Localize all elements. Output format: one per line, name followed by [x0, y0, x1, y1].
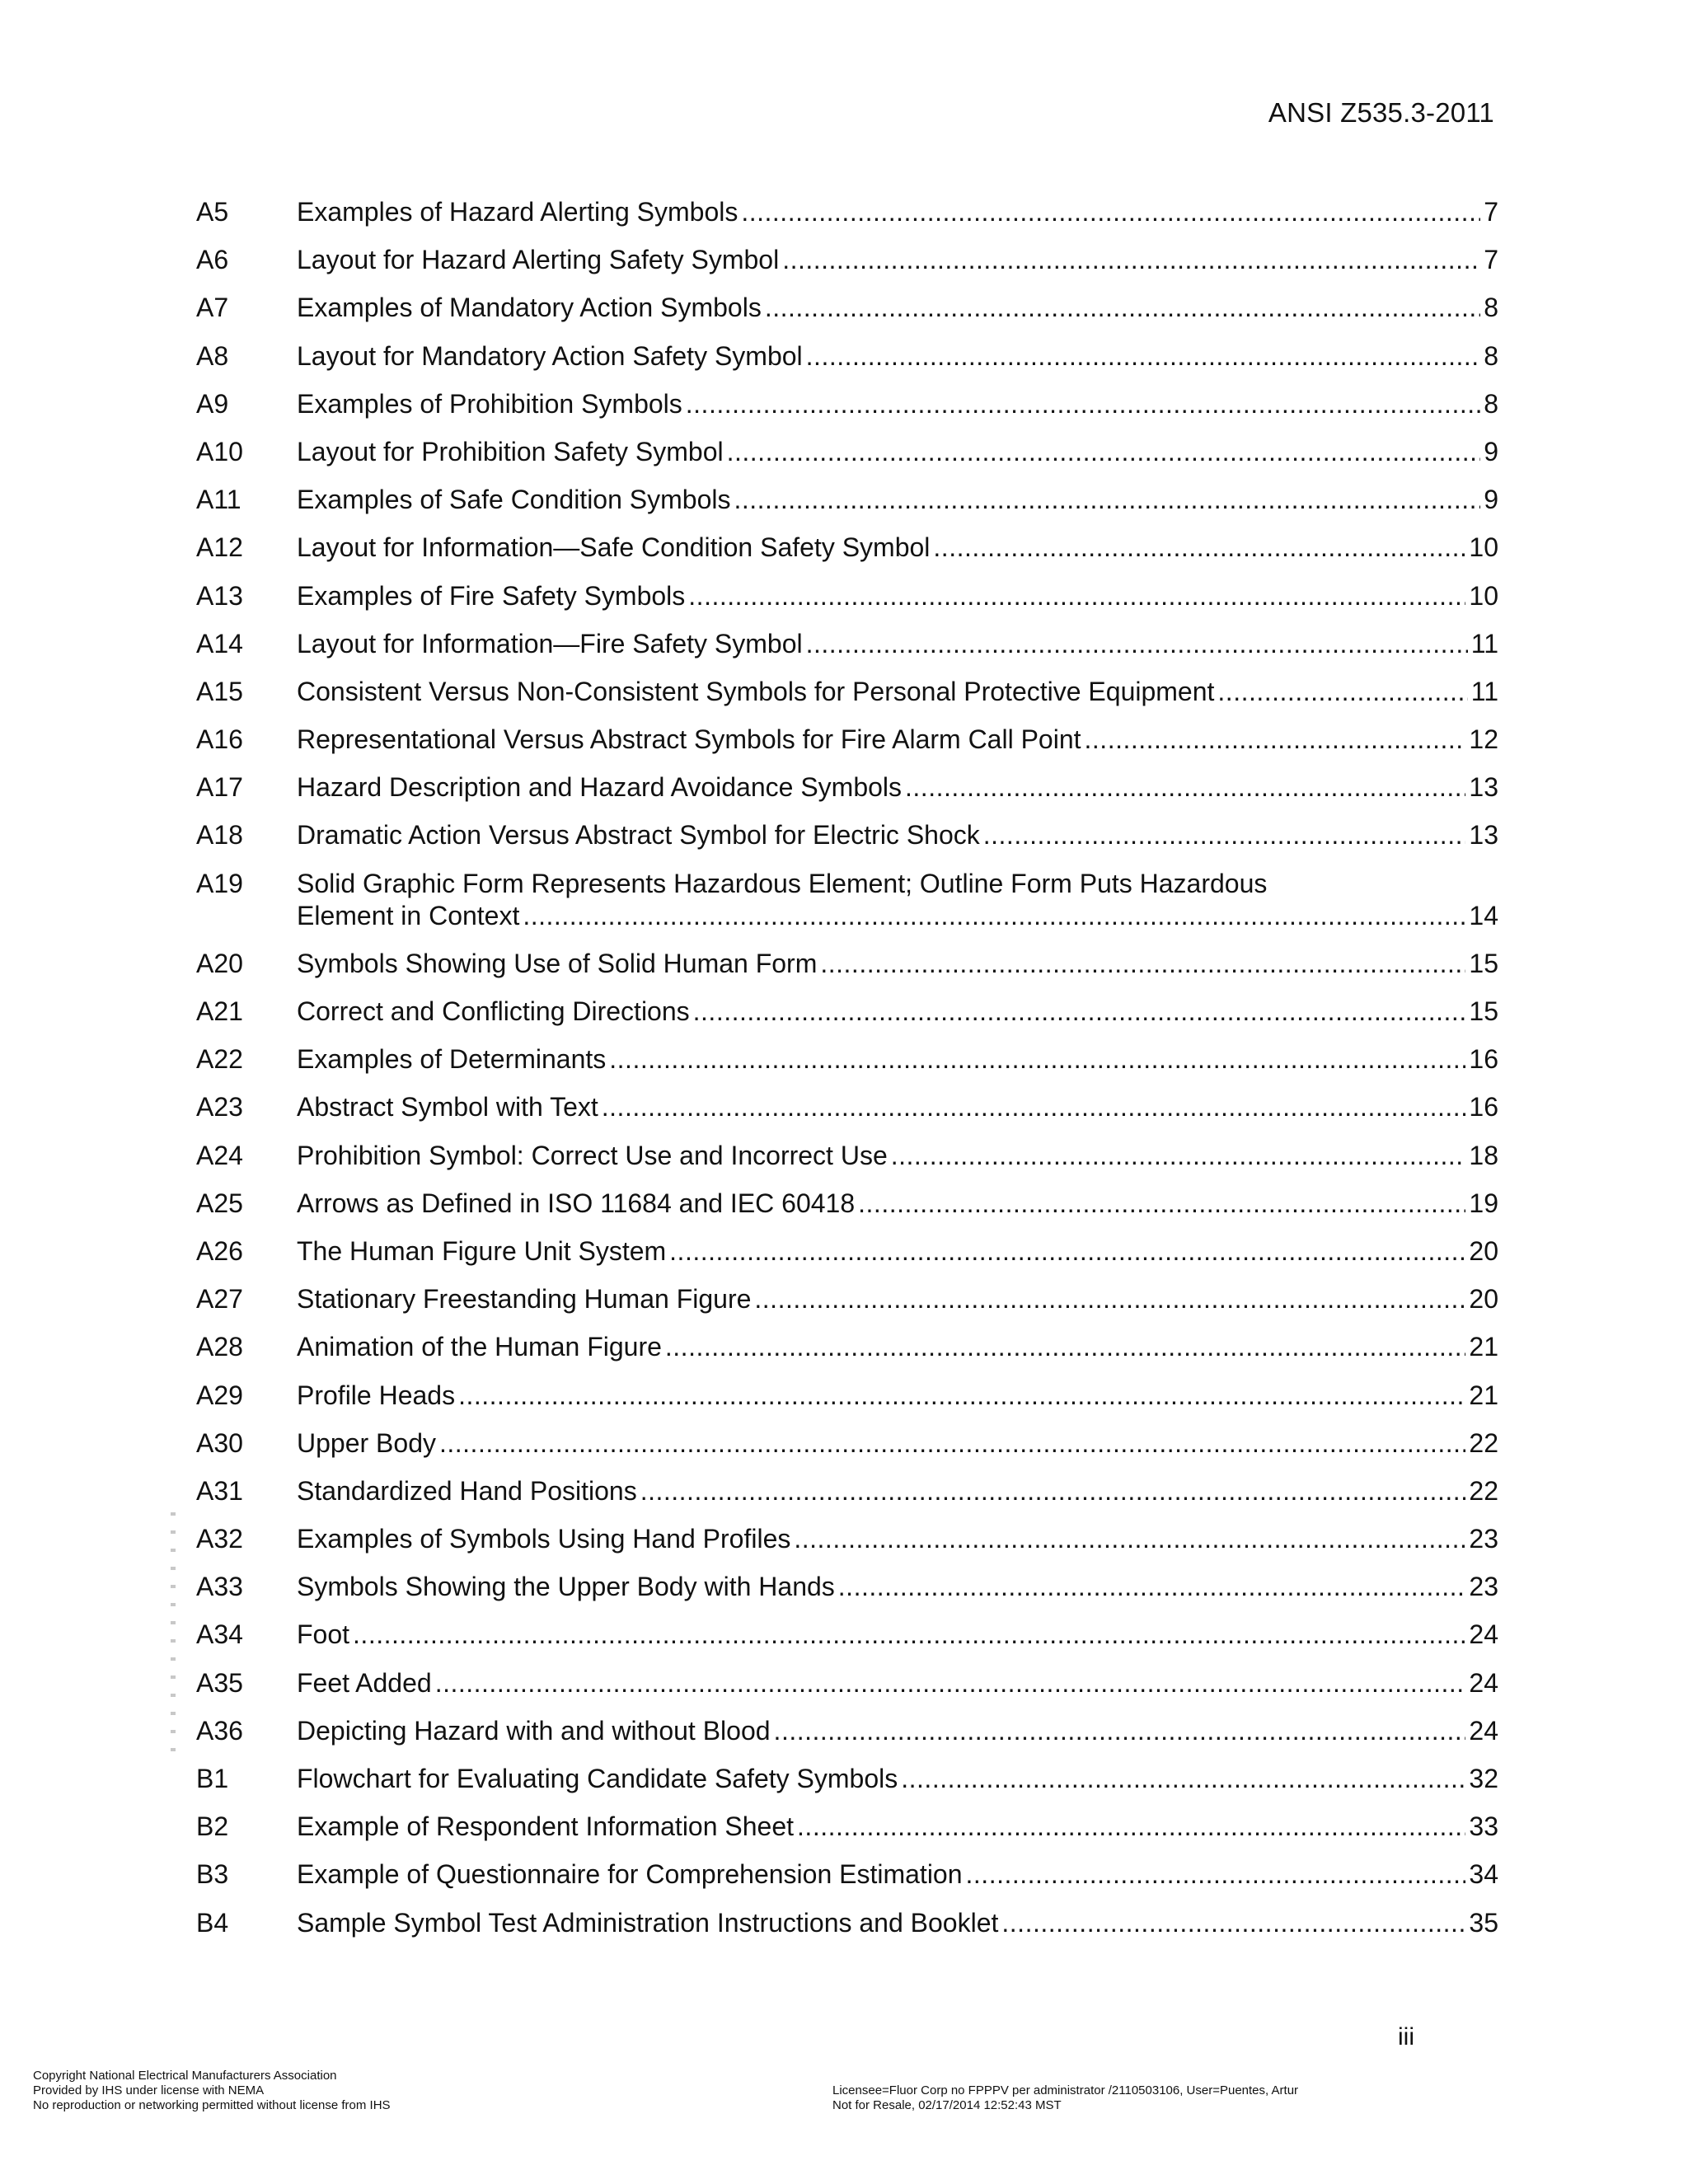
toc-entry-number: B2 — [196, 1811, 229, 1842]
toc-entry-line — [297, 1763, 1498, 1795]
toc-entry-number: A8 — [196, 340, 229, 371]
footer-line: Provided by IHS under license with NEMA — [33, 2083, 265, 2097]
toc-dot-leader — [820, 948, 1465, 980]
footer-line: Not for Resale, 02/17/2014 12:52:43 MST — [832, 2098, 1062, 2112]
toc-entry-line — [297, 1523, 1498, 1555]
toc-entry-body — [297, 196, 1498, 228]
toc-entry-line — [297, 724, 1498, 756]
toc-entry — [196, 1283, 1498, 1315]
toc-entry-line — [297, 948, 1498, 980]
toc-entry-number: A15 — [196, 676, 243, 706]
toc-entry-title: Element in Context — [297, 900, 520, 930]
toc-dot-leader — [741, 196, 1480, 228]
toc-dot-leader — [609, 1043, 1465, 1076]
toc-entry-number: A6 — [196, 245, 229, 275]
toc-entry-line — [297, 996, 1498, 1028]
toc-entry — [196, 1715, 1498, 1747]
toc-dot-leader — [765, 292, 1480, 324]
toc-entry-page: 20 — [1469, 1235, 1498, 1266]
toc-entry-page: 7 — [1484, 197, 1498, 227]
toc-entry-body — [297, 244, 1498, 276]
toc-entry-body — [297, 868, 1498, 932]
toc-entry-title: Example of Respondent Information Sheet — [297, 1811, 795, 1842]
toc-entry-body — [297, 1188, 1498, 1220]
toc-entry — [196, 1571, 1498, 1603]
toc-entry-title: Consistent Versus Non-Consistent Symbols for Personal Protective Equipment — [297, 676, 1215, 706]
toc-entry-number: A34 — [196, 1619, 243, 1650]
toc-entry-number: A27 — [196, 1284, 243, 1315]
toc-entry — [196, 1188, 1498, 1220]
toc-entry — [196, 676, 1498, 708]
toc-entry-body — [297, 292, 1498, 324]
toc-entry-line — [297, 1811, 1498, 1843]
toc-dot-leader — [688, 580, 1465, 612]
toc-dot-leader — [1001, 1907, 1465, 1939]
toc-entry-title: Hazard Description and Hazard Avoidance Symbols — [297, 772, 903, 803]
toc-entry-page: 8 — [1484, 293, 1498, 323]
toc-entry-body — [297, 1907, 1498, 1939]
toc-entry-number: A7 — [196, 293, 229, 323]
toc-entry-line — [297, 1427, 1498, 1460]
toc-entry-title: Layout for Information—Safe Condition Safety Symbol — [297, 532, 931, 563]
toc-entry-page: 11 — [1470, 676, 1498, 706]
toc-entry-line — [297, 1907, 1498, 1939]
page-number: iii — [1398, 2023, 1414, 2050]
toc-dot-leader — [353, 1619, 1465, 1651]
toc-entry-title: Examples of Determinants — [297, 1044, 607, 1075]
toc-entry-page: 33 — [1469, 1811, 1498, 1842]
toc-entry-title: Abstract Symbol with Text — [297, 1092, 598, 1122]
toc-entry — [196, 868, 1498, 932]
toc-entry-number: B3 — [196, 1859, 229, 1890]
toc-entry-line — [297, 1043, 1498, 1076]
toc-entry-page: 35 — [1469, 1907, 1498, 1938]
toc-entry — [196, 1380, 1498, 1412]
toc-entry-body — [297, 388, 1498, 420]
toc-entry-body — [297, 532, 1498, 564]
toc-entry-title: Examples of Safe Condition Symbols — [297, 485, 731, 515]
toc-entry-number: A9 — [196, 388, 229, 419]
toc-entry-page: 10 — [1469, 532, 1498, 563]
toc-dot-leader — [933, 532, 1465, 564]
toc-entry-number: B4 — [196, 1907, 229, 1938]
toc-entry-body — [297, 1667, 1498, 1699]
toc-entry-body — [297, 1571, 1498, 1603]
toc-entry-page: 24 — [1469, 1619, 1498, 1650]
toc-entry-title: Layout for Hazard Alerting Safety Symbol — [297, 245, 780, 275]
toc-entry-number: A24 — [196, 1140, 243, 1170]
toc-entry-title: Layout for Prohibition Safety Symbol — [297, 436, 724, 466]
toc-entry-body — [297, 1811, 1498, 1843]
toc-entry-body — [297, 771, 1498, 804]
table-of-figures — [196, 196, 1498, 1955]
toc-entry-line — [297, 819, 1498, 851]
toc-entry-line — [297, 1715, 1498, 1747]
toc-dot-leader — [858, 1188, 1465, 1220]
toc-entry-title: Examples of Mandatory Action Symbols — [297, 293, 762, 323]
footer-copyright — [33, 2069, 391, 2113]
toc-entry-title: The Human Figure Unit System — [297, 1235, 667, 1266]
toc-entry-title: Dramatic Action Versus Abstract Symbol for Electric Shock — [297, 820, 980, 851]
toc-entry-title: Animation of the Human Figure — [297, 1332, 662, 1362]
toc-dot-leader — [905, 771, 1465, 804]
toc-dot-leader — [439, 1427, 1465, 1460]
toc-dot-leader — [966, 1858, 1466, 1891]
toc-entry-title: Examples of Symbols Using Hand Profiles — [297, 1524, 791, 1554]
toc-dot-leader — [1217, 676, 1467, 708]
toc-entry-title: Symbols Showing the Upper Body with Hands — [297, 1572, 835, 1602]
toc-entry — [196, 996, 1498, 1028]
toc-entry-number: A13 — [196, 580, 243, 611]
toc-dot-leader — [693, 996, 1466, 1028]
toc-entry-number: A5 — [196, 197, 229, 227]
toc-entry — [196, 1475, 1498, 1507]
toc-entry-body — [297, 1043, 1498, 1076]
toc-entry-number: A12 — [196, 532, 243, 563]
toc-dot-leader — [838, 1571, 1466, 1603]
toc-entry-body — [297, 948, 1498, 980]
toc-entry — [196, 771, 1498, 804]
toc-entry-title: Symbols Showing Use of Solid Human Form — [297, 948, 818, 978]
toc-dot-leader — [640, 1475, 1466, 1507]
toc-dot-leader — [797, 1811, 1465, 1843]
toc-entry-body — [297, 628, 1498, 660]
toc-entry — [196, 1907, 1498, 1939]
toc-entry-body — [297, 340, 1498, 373]
toc-entry — [196, 340, 1498, 373]
toc-entry-title: Feet Added — [297, 1667, 432, 1698]
toc-entry-body — [297, 1763, 1498, 1795]
toc-entry-title: Representational Versus Abstract Symbols for Fire Alarm Call Point — [297, 724, 1081, 755]
toc-entry-number: A16 — [196, 724, 243, 755]
toc-entry-line — [297, 1235, 1498, 1268]
toc-dot-leader — [523, 900, 1465, 932]
toc-entry-title: Examples of Prohibition Symbols — [297, 388, 682, 419]
toc-entry-line — [297, 1475, 1498, 1507]
toc-entry — [196, 1331, 1498, 1363]
toc-entry-number: A17 — [196, 772, 243, 803]
toc-entry-body — [297, 1858, 1498, 1891]
toc-entry-body — [297, 1619, 1498, 1651]
toc-entry — [196, 1763, 1498, 1795]
toc-entry-body — [297, 484, 1498, 516]
toc-entry-number: A11 — [196, 485, 241, 515]
toc-entry — [196, 1619, 1498, 1651]
toc-entry-page: 20 — [1469, 1284, 1498, 1315]
toc-entry — [196, 436, 1498, 468]
toc-entry-line — [297, 196, 1498, 228]
toc-entry-number: A18 — [196, 820, 243, 851]
toc-entry-page: 21 — [1469, 1380, 1498, 1410]
toc-entry-line — [297, 340, 1498, 373]
toc-entry-page: 24 — [1469, 1667, 1498, 1698]
toc-dot-leader — [983, 819, 1466, 851]
toc-entry-title: Depicting Hazard with and without Blood — [297, 1715, 771, 1746]
toc-entry-number: A28 — [196, 1332, 243, 1362]
toc-dot-leader — [806, 340, 1481, 373]
toc-dot-leader — [458, 1380, 1465, 1412]
toc-entry — [196, 1235, 1498, 1268]
toc-entry-page: 22 — [1469, 1427, 1498, 1458]
toc-entry-line — [297, 388, 1498, 420]
toc-entry-page: 15 — [1469, 996, 1498, 1026]
footer-line: Licensee=Fluor Corp no FPPPV per administrator /2110503106, User=Puentes, Artur — [832, 2083, 1299, 2097]
toc-entry-body — [297, 1475, 1498, 1507]
toc-entry — [196, 244, 1498, 276]
toc-dot-leader — [891, 1140, 1466, 1172]
toc-entry-page: 16 — [1469, 1092, 1498, 1122]
toc-entry — [196, 580, 1498, 612]
toc-entry-line — [297, 1667, 1498, 1699]
toc-entry-page: 9 — [1484, 485, 1498, 515]
toc-entry-title-line1: Solid Graphic Form Represents Hazardous Element; Outline Form Puts Hazardous — [297, 868, 1268, 898]
toc-dot-leader — [774, 1715, 1466, 1747]
toc-entry-line — [297, 676, 1498, 708]
toc-entry-line — [297, 900, 1498, 932]
toc-entry-body — [297, 1523, 1498, 1555]
toc-entry-number: A30 — [196, 1427, 243, 1458]
toc-entry — [196, 628, 1498, 660]
toc-entry-line — [297, 771, 1498, 804]
toc-entry-body — [297, 1235, 1498, 1268]
toc-dot-leader — [669, 1235, 1465, 1268]
toc-entry-number: A25 — [196, 1188, 243, 1218]
toc-entry-body — [297, 1427, 1498, 1460]
toc-entry-title: Layout for Information—Fire Safety Symbol — [297, 628, 803, 658]
toc-entry-number: A14 — [196, 628, 243, 658]
toc-entry-body — [297, 1283, 1498, 1315]
toc-entry-page: 32 — [1469, 1764, 1498, 1793]
margin-scan-marks — [171, 1512, 176, 1764]
toc-entry-line — [297, 1188, 1498, 1220]
toc-dot-leader — [901, 1763, 1465, 1795]
toc-entry-line — [297, 1858, 1498, 1891]
toc-dot-leader — [782, 244, 1480, 276]
toc-entry — [196, 724, 1498, 756]
toc-entry-page: 8 — [1484, 340, 1498, 371]
toc-dot-leader — [806, 628, 1468, 660]
footer-license — [832, 2083, 1298, 2113]
toc-entry-number: A19 — [196, 868, 243, 898]
toc-dot-leader — [794, 1523, 1465, 1555]
toc-entry-number: A29 — [196, 1380, 243, 1410]
toc-entry-body — [297, 724, 1498, 756]
toc-entry-line — [297, 532, 1498, 564]
toc-entry-title: Flowchart for Evaluating Candidate Safety Symbols — [297, 1764, 898, 1793]
toc-entry-page: 34 — [1469, 1859, 1498, 1890]
toc-entry — [196, 292, 1498, 324]
toc-entry — [196, 948, 1498, 980]
toc-entry-body — [297, 1380, 1498, 1412]
toc-entry-page: 11 — [1470, 628, 1498, 658]
toc-dot-leader — [734, 484, 1480, 516]
toc-entry-page: 15 — [1469, 948, 1498, 978]
toc-entry-title: Prohibition Symbol: Correct Use and Incorrect Use — [297, 1140, 888, 1170]
toc-entry-title: Example of Questionnaire for Comprehension Estimation — [297, 1859, 963, 1890]
toc-entry-number: B1 — [196, 1764, 229, 1793]
toc-entry — [196, 1043, 1498, 1076]
toc-entry-page: 23 — [1469, 1524, 1498, 1554]
toc-entry — [196, 388, 1498, 420]
footer-line: No reproduction or networking permitted without license from IHS — [33, 2098, 391, 2112]
toc-entry-body — [297, 1091, 1498, 1123]
toc-dot-leader — [602, 1091, 1466, 1123]
toc-entry-page: 18 — [1469, 1140, 1498, 1170]
toc-dot-leader — [1085, 724, 1466, 756]
toc-entry-number: A10 — [196, 436, 243, 466]
toc-entry-body — [297, 1140, 1498, 1172]
toc-entry-title: Examples of Hazard Alerting Symbols — [297, 197, 738, 227]
toc-entry — [196, 1091, 1498, 1123]
toc-entry — [196, 1427, 1498, 1460]
toc-entry-page: 14 — [1469, 900, 1498, 930]
toc-entry-title: Stationary Freestanding Human Figure — [297, 1284, 752, 1315]
toc-entry-number: A22 — [196, 1044, 243, 1075]
toc-entry-line — [297, 292, 1498, 324]
toc-entry-number: A36 — [196, 1715, 243, 1746]
toc-entry-line — [297, 484, 1498, 516]
toc-entry-title: Examples of Fire Safety Symbols — [297, 580, 686, 611]
toc-entry-number: A35 — [196, 1667, 243, 1698]
toc-entry-number: A20 — [196, 948, 243, 978]
toc-entry — [196, 1140, 1498, 1172]
toc-entry-title: Profile Heads — [297, 1380, 456, 1410]
toc-entry-body — [297, 436, 1498, 468]
document-header-title: ANSI Z535.3-2011 — [1268, 97, 1494, 128]
toc-entry-title: Layout for Mandatory Action Safety Symbol — [297, 340, 803, 371]
toc-entry-page: 12 — [1469, 724, 1498, 755]
toc-entry — [196, 484, 1498, 516]
toc-entry-page: 13 — [1469, 772, 1498, 803]
toc-entry-page: 16 — [1469, 1044, 1498, 1075]
toc-entry — [196, 532, 1498, 564]
toc-entry-title: Sample Symbol Test Administration Instructions and Booklet — [297, 1907, 999, 1938]
toc-entry-line — [297, 1140, 1498, 1172]
toc-entry-line — [297, 244, 1498, 276]
toc-entry-line — [297, 1571, 1498, 1603]
toc-entry-line — [297, 1619, 1498, 1651]
toc-entry-line — [297, 1091, 1498, 1123]
toc-entry-page: 19 — [1469, 1188, 1498, 1218]
footer-line: Copyright National Electrical Manufacturers Association — [33, 2069, 337, 2083]
toc-entry — [196, 819, 1498, 851]
toc-entry-body — [297, 676, 1498, 708]
toc-entry-page: 13 — [1469, 820, 1498, 851]
toc-entry-number: A21 — [196, 996, 243, 1026]
toc-entry-body — [297, 1715, 1498, 1747]
toc-entry-page: 21 — [1469, 1332, 1498, 1362]
toc-entry-line — [297, 1380, 1498, 1412]
toc-entry-body — [297, 580, 1498, 612]
toc-dot-leader — [686, 388, 1480, 420]
toc-entry — [196, 1858, 1498, 1891]
toc-entry-title: Correct and Conflicting Directions — [297, 996, 690, 1026]
toc-entry-number: A26 — [196, 1235, 243, 1266]
toc-entry-page: 23 — [1469, 1572, 1498, 1602]
toc-entry-line — [297, 580, 1498, 612]
toc-entry — [196, 1667, 1498, 1699]
toc-entry-number: A23 — [196, 1092, 243, 1122]
toc-dot-leader — [435, 1667, 1466, 1699]
toc-entry-title: Standardized Hand Positions — [297, 1475, 637, 1506]
toc-entry-body — [297, 819, 1498, 851]
toc-entry-page: 22 — [1469, 1475, 1498, 1506]
toc-entry-page: 7 — [1484, 245, 1498, 275]
toc-entry-line — [297, 436, 1498, 468]
toc-dot-leader — [665, 1331, 1466, 1363]
toc-entry-line — [297, 628, 1498, 660]
toc-entry-body — [297, 996, 1498, 1028]
toc-entry-page: 9 — [1484, 436, 1498, 466]
toc-entry-page: 8 — [1484, 388, 1498, 419]
toc-entry-title: Upper Body — [297, 1427, 436, 1458]
toc-entry — [196, 1811, 1498, 1843]
toc-entry-number: A31 — [196, 1475, 243, 1506]
toc-entry-page: 10 — [1469, 580, 1498, 611]
toc-dot-leader — [727, 436, 1481, 468]
toc-entry-number: A32 — [196, 1524, 243, 1554]
toc-entry-number: A33 — [196, 1572, 243, 1602]
toc-entry — [196, 196, 1498, 228]
toc-entry-line — [297, 1331, 1498, 1363]
toc-entry-body — [297, 1331, 1498, 1363]
toc-entry-title: Arrows as Defined in ISO 11684 and IEC 60418 — [297, 1188, 856, 1218]
toc-entry-title: Foot — [297, 1619, 350, 1650]
toc-entry-page: 24 — [1469, 1715, 1498, 1746]
toc-dot-leader — [754, 1283, 1465, 1315]
toc-entry — [196, 1523, 1498, 1555]
toc-entry-line — [297, 1283, 1498, 1315]
